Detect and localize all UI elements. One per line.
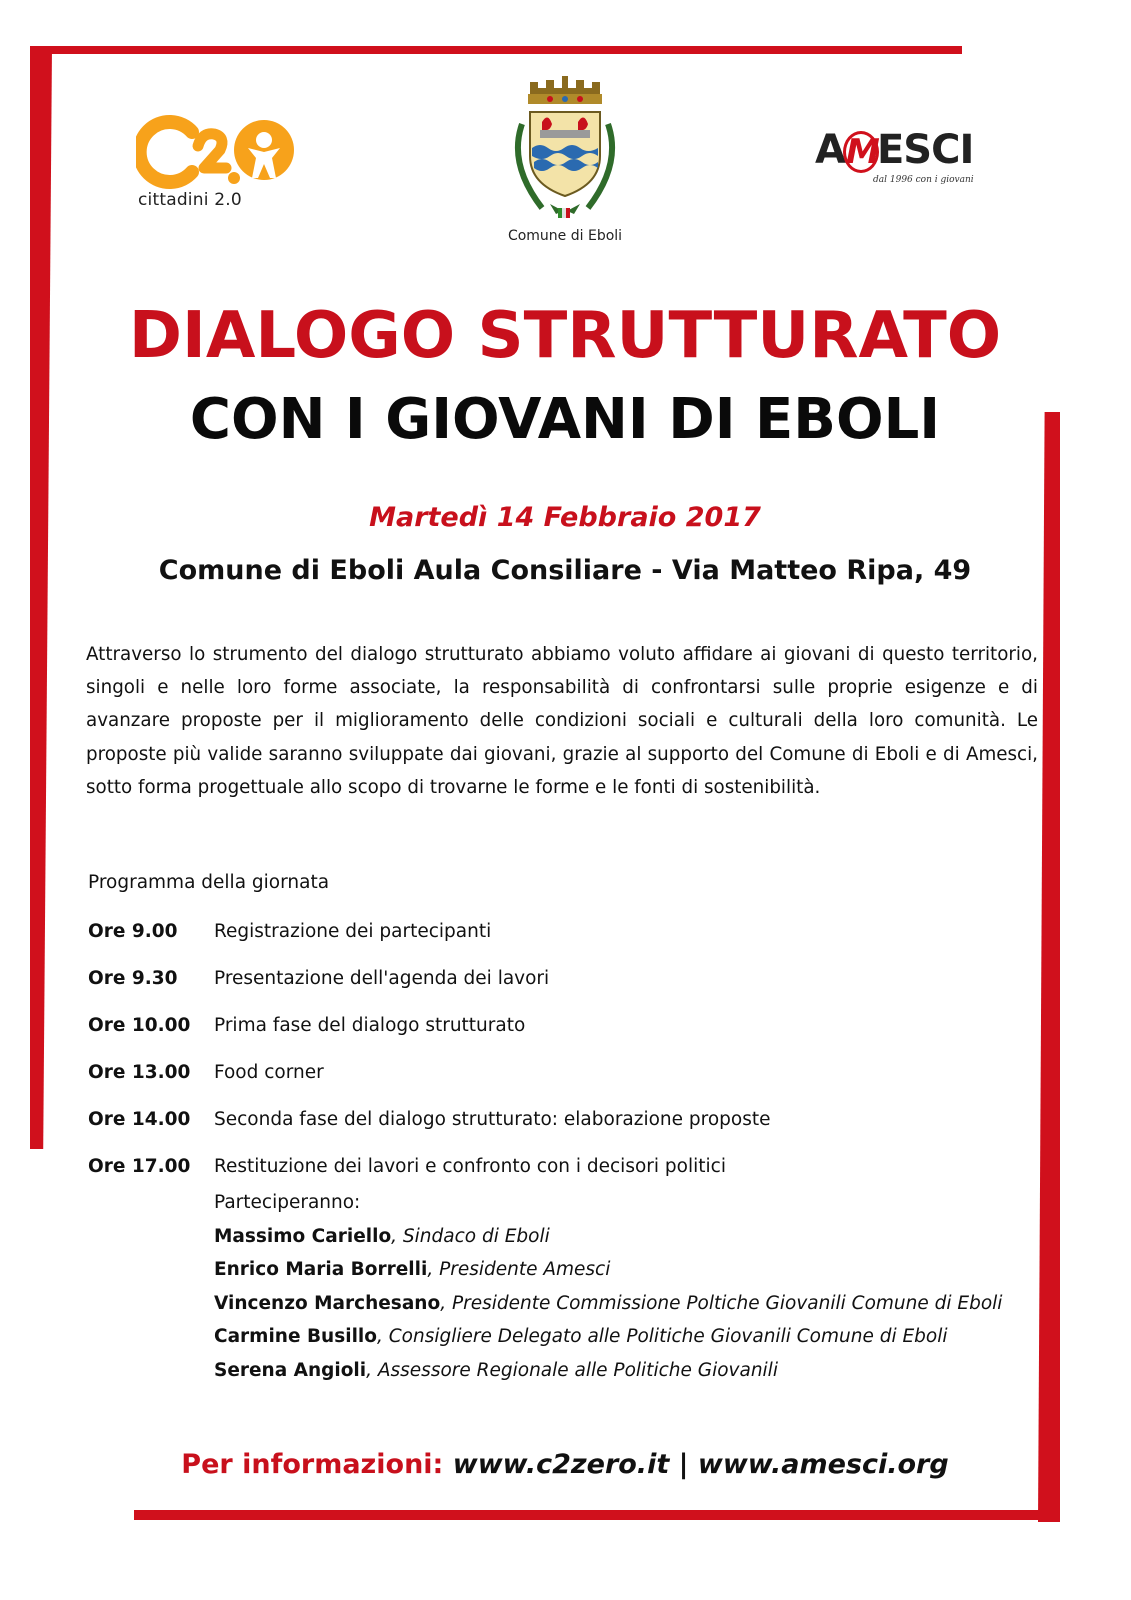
frame-top xyxy=(30,46,962,54)
participant-name: Serena Angioli xyxy=(214,1359,367,1381)
participant-role: , Sindaco di Eboli xyxy=(391,1225,550,1247)
program-desc: Presentazione dell'agenda dei lavori xyxy=(214,968,550,989)
crest-caption: Comune di Eboli xyxy=(507,228,623,244)
program-desc: Food corner xyxy=(214,1062,324,1083)
amesci-wordmark xyxy=(815,128,973,173)
c2-logo-mark xyxy=(136,112,301,192)
program-desc: Prima fase del dialogo strutturato xyxy=(214,1015,526,1036)
frame-right xyxy=(1038,412,1060,1522)
eboli-crest xyxy=(500,64,630,254)
amesci-tagline: dal 1996 con i giovani xyxy=(873,175,974,185)
program-time: Ore 9.30 xyxy=(88,968,178,989)
c2-logo xyxy=(136,112,301,212)
program-desc: Seconda fase del dialogo strutturato: elaborazione proposte xyxy=(214,1109,771,1130)
program-time: Ore 13.00 xyxy=(88,1062,191,1083)
crest-icon xyxy=(500,64,630,224)
participant xyxy=(214,1287,1002,1321)
info-links[interactable]: www.c2zero.it | www.amesci.org xyxy=(452,1449,949,1480)
event-date: Martedì 14 Febbraio 2017 xyxy=(369,502,761,533)
program-desc: Restituzione dei lavori e confronto con i decisori politici xyxy=(214,1156,726,1177)
program-time: Ore 14.00 xyxy=(88,1109,191,1130)
title-line-2: CON I GIOVANI DI EBOLI xyxy=(189,387,941,452)
amesci-letters-esci: ESCI xyxy=(876,127,974,173)
participant xyxy=(214,1253,1002,1287)
program-time: Ore 9.00 xyxy=(88,921,178,942)
participant-name: Vincenzo Marchesano xyxy=(214,1292,441,1314)
participants-list xyxy=(214,1186,1002,1387)
participant xyxy=(214,1354,1002,1388)
intro-paragraph: Attraverso lo strumento del dialogo strutturato abbiamo voluto affidare ai giovani di questo territorio, singoli e nelle loro forme associate, la responsabilità di confrontarsi sulle proprie esigenze e di avanzare proposte per il miglioramento delle condizioni sociali e culturali della loro comunità. Le proposte più valide saranno sviluppate dai giovani, grazie al supporto del Comune di Eboli e di Amesci, sotto forma progettuale allo scopo di trovarne le forme e le fonti di sostenibilità. xyxy=(86,644,1038,798)
frame-bottom xyxy=(134,1510,1060,1520)
frame-left xyxy=(30,46,52,1149)
participant-name: Enrico Maria Borrelli xyxy=(214,1259,428,1280)
participant-role: , Presidente Amesci xyxy=(427,1259,611,1280)
event-place: Comune di Eboli Aula Consiliare - Via Matteo Ripa, 49 xyxy=(158,555,972,586)
program-time: Ore 10.00 xyxy=(88,1015,191,1036)
info-label: Per informazioni: xyxy=(181,1449,444,1480)
c2-logo-subtitle: cittadini 2.0 xyxy=(138,190,242,210)
participant-name: Massimo Cariello xyxy=(214,1225,392,1247)
participant-role: , Consigliere Delegato alle Politiche Giovanili Comune di Eboli xyxy=(376,1326,948,1347)
participant-role: , Presidente Commissione Poltiche Giovanili Comune di Eboli xyxy=(440,1292,1003,1314)
amesci-letter-m: M xyxy=(843,131,879,173)
program-desc: Registrazione dei partecipanti xyxy=(214,921,492,942)
info-footer xyxy=(60,1445,1070,1485)
participants-label: Parteciperanno: xyxy=(214,1192,361,1213)
program-heading: Programma della giornata xyxy=(88,872,330,893)
amesci-letter-a: A xyxy=(815,127,845,173)
amesci-logo xyxy=(815,128,995,192)
participant-name: Carmine Busillo xyxy=(214,1326,377,1347)
program-time: Ore 17.00 xyxy=(88,1156,191,1177)
participant-role: , Assessore Regionale alle Politiche Giovanili xyxy=(366,1359,778,1381)
title-line-1: DIALOGO STRUTTURATO xyxy=(128,299,1002,373)
participant xyxy=(214,1220,1002,1254)
participant xyxy=(214,1320,1002,1354)
